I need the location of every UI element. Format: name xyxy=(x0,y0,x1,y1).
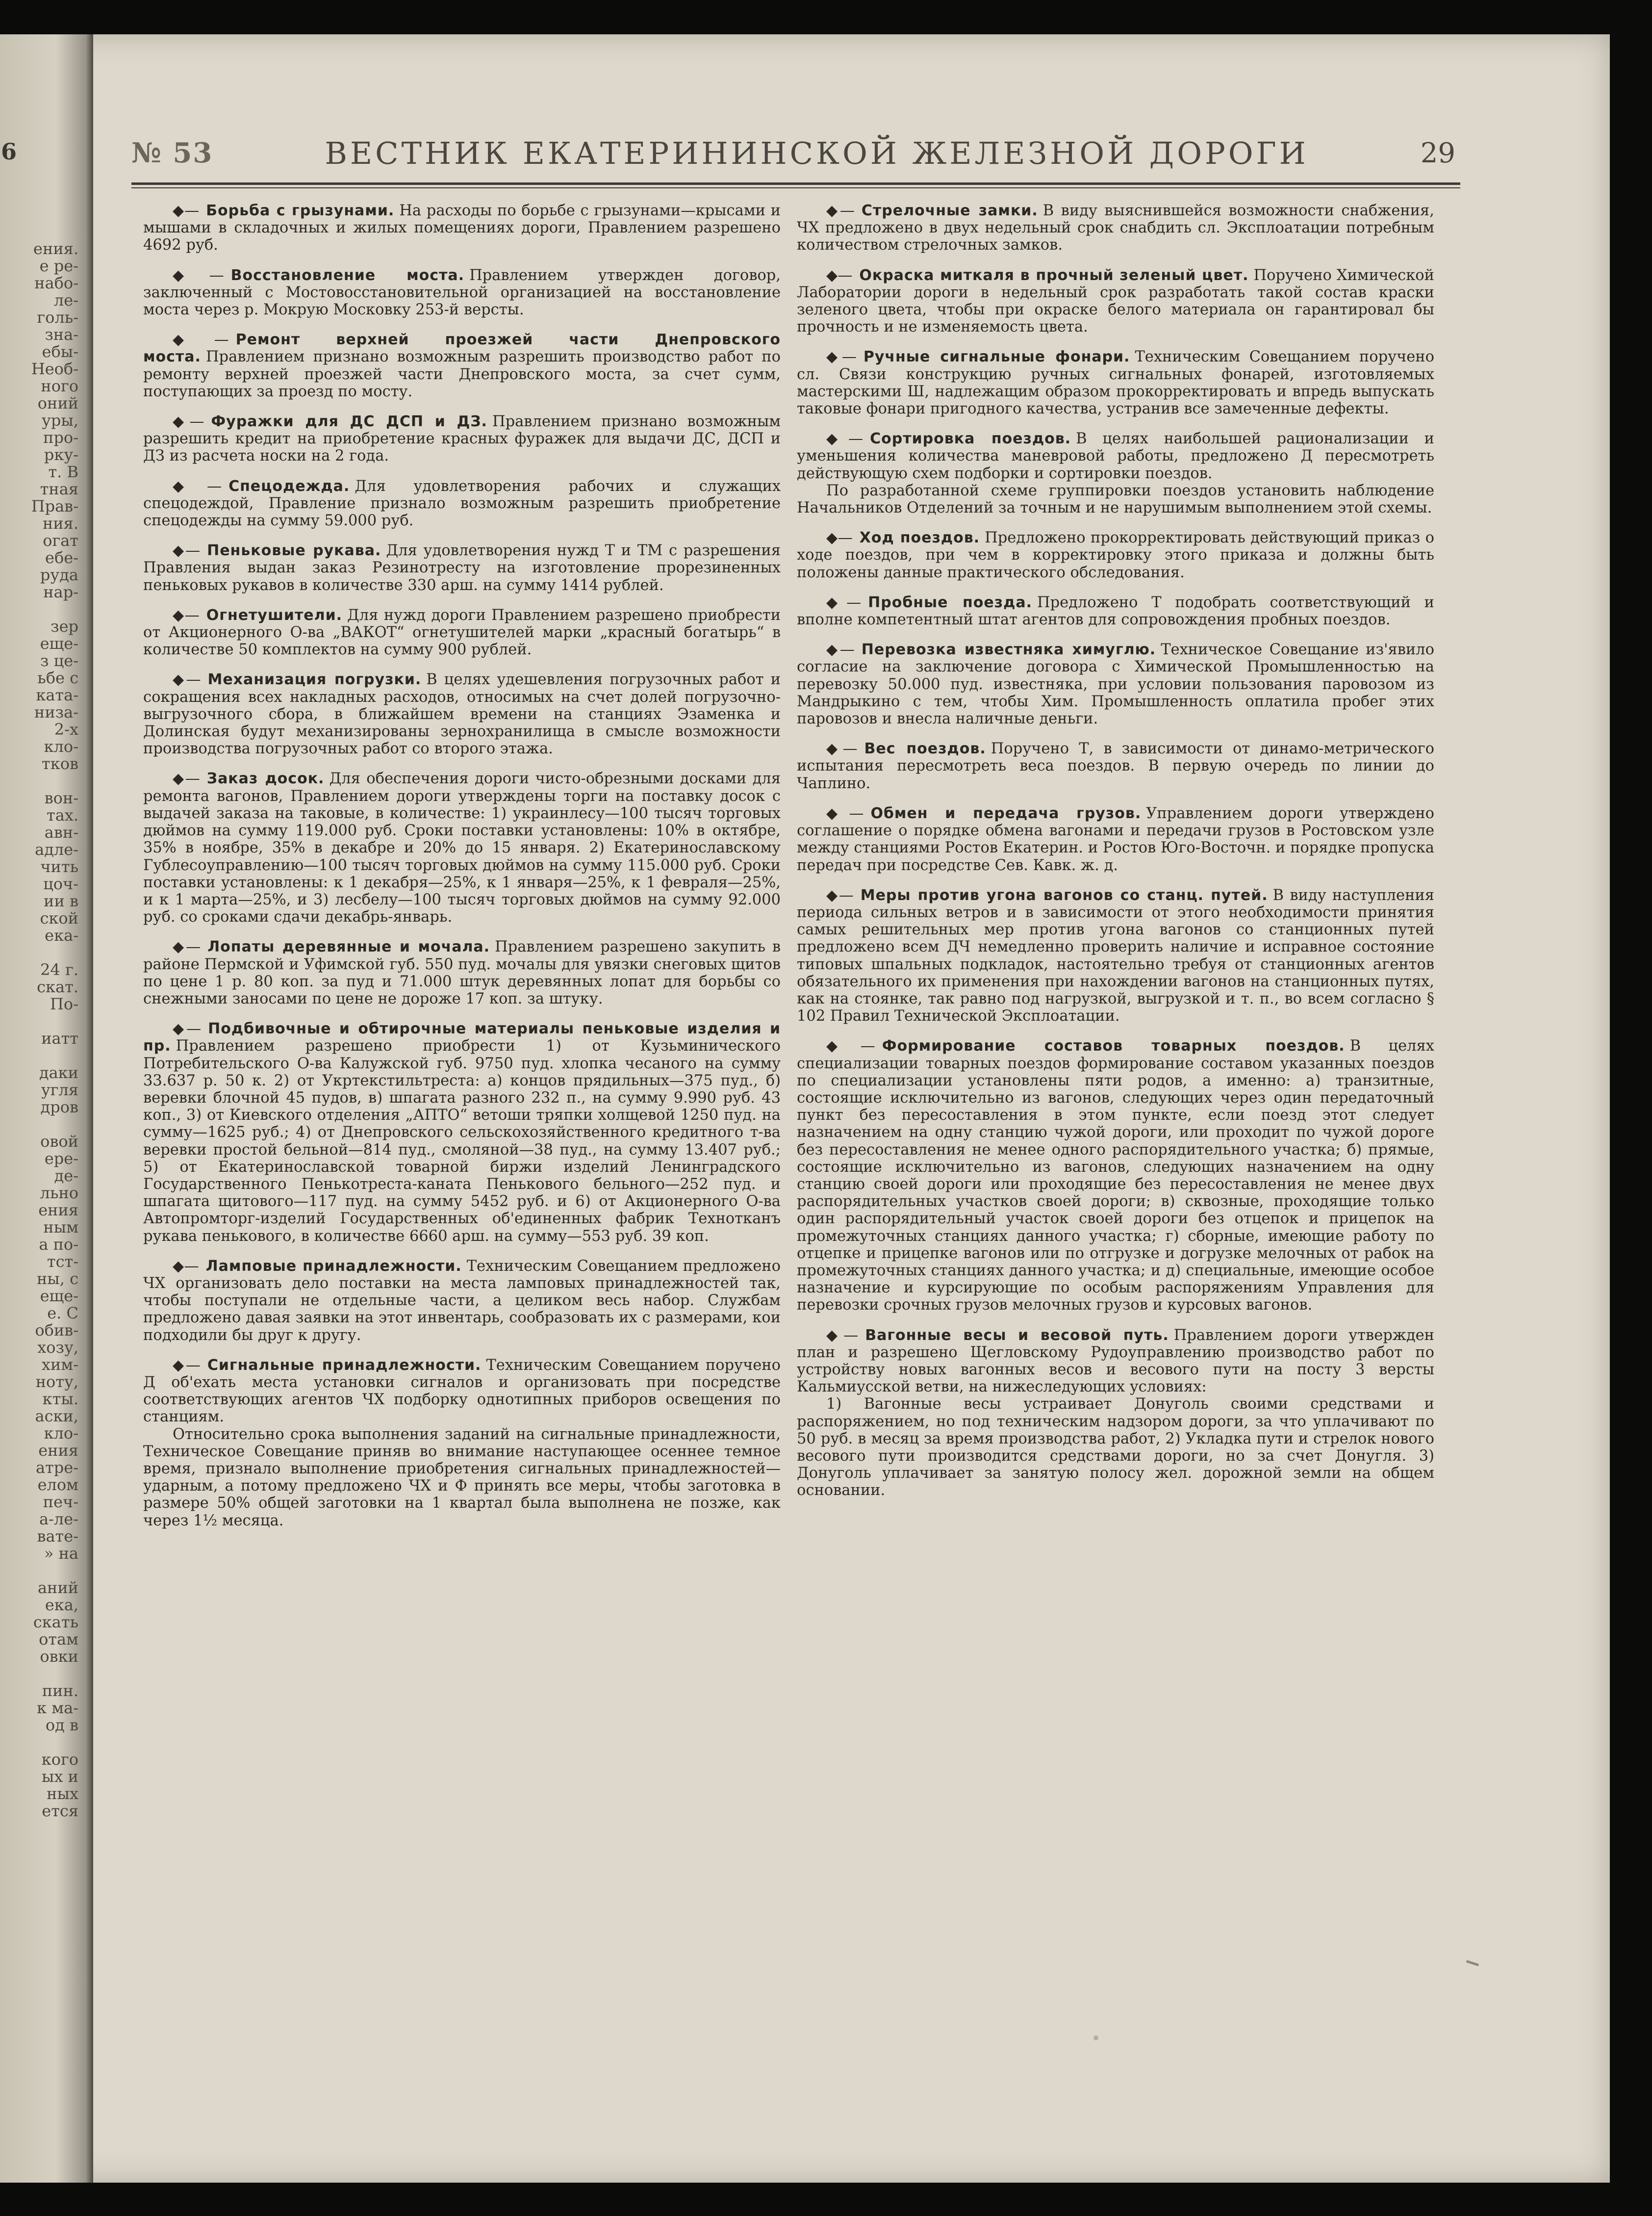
diamond-bullet-icon: ◆— xyxy=(173,606,200,624)
gutter-line: По- xyxy=(50,996,78,1013)
gutter-line: ьбе с xyxy=(37,670,78,687)
gutter-line: ного xyxy=(41,378,78,395)
diamond-bullet-icon: ◆— xyxy=(826,740,858,758)
article-body: Поручено Химической Лаборатории дороги в недельный срок разработать такой состав краски зеленого цвета, чтобы при окраске белого материала он гарантировал бы прочность и не изменяемость цвета. xyxy=(797,266,1435,336)
article-body: Предложено Т подобрать соответствующий и вполне компетентный штат агентов для сопровождения пробных поездов. xyxy=(797,593,1434,629)
gutter-line: ным xyxy=(43,1219,78,1236)
diamond-bullet-icon: ◆— xyxy=(173,542,201,560)
header-rule-thick xyxy=(131,182,1460,185)
diamond-bullet-icon: ◆— xyxy=(173,671,201,689)
article-body: Правлением разрешено закупить в районе Пермской и Уфимской губ. 550 пуд. мочалы для увязки снеговых щитов по цене 1 р. 80 коп. за пуд и 71.000 штук деревянных лопат для борьбы со снежными заносами по цене не дороже 17 коп. за штуку. xyxy=(143,938,781,1007)
article xyxy=(797,805,1434,874)
gutter-line: уры, xyxy=(42,412,78,429)
gutter-line: рку- xyxy=(44,446,78,464)
article-headline: Ламповые принадлежности. xyxy=(205,1257,462,1275)
diamond-bullet-icon: ◆— xyxy=(826,1326,859,1344)
diamond-bullet-icon: ◆— xyxy=(826,348,857,366)
paper-speck xyxy=(1093,2036,1098,2040)
gutter-line: скат. xyxy=(37,979,78,996)
gutter-line: кого xyxy=(41,1751,78,1768)
gutter-line: цоч- xyxy=(43,876,78,893)
article-headline: Фуражки для ДС ДСП и ДЗ. xyxy=(211,413,487,431)
article-headline: Борьба с грызунами. xyxy=(206,202,395,219)
diamond-bullet-icon: ◆— xyxy=(173,1020,202,1038)
diamond-bullet-icon: ◆— xyxy=(826,202,855,219)
article-headline: Формирование составов товарных поездов. xyxy=(882,1037,1345,1055)
article xyxy=(797,887,1434,1025)
gutter-line: угля xyxy=(41,1082,78,1099)
gutter-line: зер xyxy=(51,618,78,635)
gutter-line: нар- xyxy=(43,584,78,601)
page-number: 29 xyxy=(1420,137,1455,169)
diamond-bullet-icon: ◆— xyxy=(826,593,862,611)
article xyxy=(143,413,781,465)
article xyxy=(143,202,781,254)
article xyxy=(797,1327,1434,1499)
article xyxy=(797,430,1434,516)
article-headline: Обмен и передача грузов. xyxy=(870,804,1142,822)
article-headline: Восстановление моста. xyxy=(230,266,465,284)
diamond-bullet-icon: ◆— xyxy=(173,202,200,219)
gutter-line: вате- xyxy=(37,1528,78,1545)
gutter-line: огат xyxy=(43,532,78,549)
previous-page-number: 6 xyxy=(1,138,17,165)
article-headline: Механизация погрузки. xyxy=(207,671,422,689)
gutter-line: ии в xyxy=(44,893,78,910)
gutter-line: скать xyxy=(33,1614,78,1631)
article xyxy=(143,607,781,659)
diamond-bullet-icon: ◆— xyxy=(173,1257,199,1275)
article-headline: Ход поездов. xyxy=(859,529,980,547)
gutter-line: отам xyxy=(39,1631,78,1648)
gutter-line: а по- xyxy=(39,1236,78,1253)
gutter-line: даки xyxy=(39,1064,78,1082)
article-body-continued: По разработанной схеме группировки поездов установить наблюдение Начальников Отделений за точным и не нарушимым выполнением этой схемы. xyxy=(797,482,1434,517)
gutter-line: елом xyxy=(37,1476,78,1494)
article xyxy=(797,529,1434,581)
gutter-line: ных xyxy=(47,1785,78,1803)
gutter-line: ебы- xyxy=(42,343,78,361)
article xyxy=(143,267,781,319)
gutter-line: чить xyxy=(40,858,78,876)
article-body: Техническим Совещанием поручено сл. Связи конструкцию ручных сигнальных фонарей, изготовляемых мастерскими Ш, надлежащим образом прокорректировать и впредь выпускать таковые фонари пригодного качества, устранив все замеченные дефекты. xyxy=(797,348,1434,418)
gutter-line: тст- xyxy=(47,1253,78,1270)
gutter-line: ебе- xyxy=(45,549,78,567)
diamond-bullet-icon: ◆— xyxy=(173,266,224,284)
article xyxy=(143,1020,781,1245)
article-headline: Сортировка поездов. xyxy=(870,430,1071,448)
article-body: Правлением признано возможным разрешить кредит на приобретение красных фуражек для выдачи ДС, ДСП и ДЗ из расчета носки на 2 года. xyxy=(143,413,781,465)
diamond-bullet-icon: ◆— xyxy=(173,331,229,349)
gutter-line: голь- xyxy=(37,309,78,326)
gutter-line: ека, xyxy=(45,1597,78,1614)
gutter-line: набо- xyxy=(34,275,78,292)
gutter-line: хозу, xyxy=(37,1339,78,1356)
gutter-line: печ- xyxy=(43,1494,78,1511)
article-body: Для нужд дороги Правлением разрешено приобрести от Акционерного О-ва „ВАКОТ“ огнетушителей марки „красный богатырь“ в количестве 50 комплектов на сумму 900 рублей. xyxy=(143,606,781,659)
article xyxy=(143,1357,781,1529)
article-headline: Перевозка известняка химуглю. xyxy=(861,641,1156,659)
article-body-continued: 1) Вагонные весы устраивает Донуголь своими средствами и распоряжением, но под техническим надзором дороги, за что уплачивают по 50 руб. в месяц за время производства работ, 2) Укладка пути и стрелок нового весового пути производится средствами дороги, но за счет Донугля. 3) Донуголь уплачивает за занятую полосу жел. дорожной земли на общем основании. xyxy=(797,1395,1434,1499)
gutter-line: атре- xyxy=(35,1459,78,1476)
diamond-bullet-icon: ◆— xyxy=(173,477,222,495)
article-body-continued: Относительно срока выполнения заданий на сигнальные принадлежности, Техническое Совещание приняв во внимание наступающее осеннее темное время, признало выполнение приобретения сигнальных принадлежностей—ударным, а потому предложено ЧХ и Ф принять все меры, чтобы заготовка в размере 50% общей заготовки на 1 квартал была выполнена не позже, как через 1½ месяца. xyxy=(143,1425,781,1529)
gutter-line: ых и xyxy=(41,1768,78,1785)
article-body: В виду наступления периода сильных ветров и в зависимости от этого необходимости принятия самых решительных мер против угона вагонов со станционных путей предложено всем ДЧ немедленно проверить наличие и исправное состояние типовых шпальных подкладок, настоятельно требуя от станционных агентов обязательного их применения при нахождении вагонов на станционных путях, как на стоянке, так равно под нагрузкой, выгрузкой и т. п., во всем согласно § 102 Правил Технической Эксплоатации. xyxy=(797,886,1434,1025)
article xyxy=(143,1258,781,1344)
right-column xyxy=(797,202,1434,1512)
gutter-line: ения xyxy=(38,1202,78,1219)
article-headline: Ручные сигнальные фонари. xyxy=(863,348,1130,366)
header-rule-thin xyxy=(131,187,1460,188)
diamond-bullet-icon: ◆— xyxy=(826,1037,875,1055)
article xyxy=(143,938,781,1007)
gutter-line: еще- xyxy=(40,635,78,652)
gutter-line: руда xyxy=(40,567,78,584)
gutter-line: хим- xyxy=(41,1356,78,1373)
gutter-line: иатт xyxy=(41,1030,78,1047)
gutter-line: тах. xyxy=(47,807,78,824)
article-headline: Стрелочные замки. xyxy=(861,202,1038,219)
gutter-line xyxy=(0,1734,78,1751)
article-body: Техническим Совещанием предложено ЧХ организовать дело поставки на места ламповых принадлежностей так, чтобы поступали не отдельные части, а целиком весь набор. Службам предложено давая заявки на этот инвентарь, сообразовать их с размерами, кои подходили бы друг к другу. xyxy=(143,1257,781,1344)
gutter-line: пин. xyxy=(42,1682,78,1700)
gutter-line: обив- xyxy=(35,1322,78,1339)
article xyxy=(797,740,1434,792)
gutter-line xyxy=(0,1562,78,1579)
article-headline: Меры против угона вагонов со станц. путей. xyxy=(860,886,1268,904)
article xyxy=(143,671,781,757)
gutter-line xyxy=(0,1013,78,1030)
gutter-line: ле- xyxy=(53,292,78,309)
diamond-bullet-icon: ◆— xyxy=(826,804,864,822)
article xyxy=(797,267,1434,336)
gutter-line: авн- xyxy=(44,824,78,841)
diamond-bullet-icon: ◆— xyxy=(173,413,204,431)
gutter-line: ения xyxy=(38,1442,78,1459)
gutter-line: ноту, xyxy=(35,1373,78,1391)
gutter-line: аний xyxy=(37,1579,78,1597)
article-body: Для обеспечения дороги чисто-обрезными досками для ремонта вагонов, Правлением дороги утверждены торги на поставку досок с выдачей заказа на таковые, в количестве: 1) украинлесу—100 тысяч торговых дюймов на сумму 119.000 руб. Сроки поставки установлены: 10% в октябре, 35% в ноябре, 35% в декабре и 20% до 15 января. 2) Екатеринославскому Гублесоуправлению—100 тысяч торговых дюймов на сумму 115.000 руб. Сроки поставки установлены: к 1 декабря—25%, к 1 января—25%, к 1 февраля—25%, и к 1 марта—25%, и 3) лесбелу—100 тысяч торговых дюймов на сумму 92.000 руб. со сроками сдачи декабрь-январь. xyxy=(143,770,781,926)
article-body: Для удовлетворения нужд Т и ТМ с разрешения Правления выдан заказ Резинотресту на изготовление прорезиненных пеньковых рукавов в количестве 330 арш. на сумму 1414 рублей. xyxy=(143,542,781,594)
article xyxy=(797,1037,1434,1314)
article-headline: Окраска миткаля в прочный зеленый цвет. xyxy=(859,266,1249,284)
article xyxy=(143,770,781,926)
diamond-bullet-icon: ◆— xyxy=(826,529,853,547)
gutter-line: ется xyxy=(42,1803,78,1820)
article-body: Для удовлетворения рабочих и служащих спецодеждой, Правление признало возможным разрешить приобретение спецодежды на сумму 59.000 руб. xyxy=(143,477,781,530)
gutter-line: адле- xyxy=(35,841,78,858)
gutter-line: » на xyxy=(44,1545,78,1562)
article-headline: Ремонт верхней проезжей части Днепровского моста. xyxy=(143,331,781,366)
diamond-bullet-icon: ◆— xyxy=(173,938,201,956)
diamond-bullet-icon: ◆— xyxy=(826,430,864,448)
article-body: Правлением разрешено приобрести 1) от Кузьминического Потребительского О-ва Калужской губ. 9750 пуд. хлопка чесаного на сумму 33.637 р. 50 к. 2) от Укртекстильтреста: а) концов прядильных—375 пуд., б) веревки блочной 45 пудов, в) шпагата разного 232 п., на сумму 9.990 руб. 43 коп., 3) от Киевского отделения „АПТО“ ветоши тряпки холщевой 1250 пуд. на сумму—1625 руб.; 4) от Днепровского сельскохозяйственного кредитного т-ва веревки простой бельной—814 пуд., смоляной—38 пуд., на сумму 13.407 руб.; 5) от Екатеринославской товарной биржи изделий Ленинградского Государственного Пенькотреста-каната Пенькового бельного—252 пуд. и шпагата щитового—117 пуд. на сумму 5452 руб. и 6) от Акционерного О-ва Автопромторг-изделий Государственных об'единенных фабрик Технотканъ рукава пенькового, в количестве 6660 арш. на сумму—553 руб. 39 коп. xyxy=(143,1037,781,1245)
gutter-line xyxy=(0,1116,78,1133)
left-column xyxy=(143,202,781,1542)
article-headline: Пеньковые рукава. xyxy=(207,542,381,560)
article-headline: Заказ досок. xyxy=(206,770,325,788)
article-body: На расходы по борьбе с грызунами—крысами и мышами в складочных и жилых помещениях дороги, Правлением разрешено 4692 руб. xyxy=(143,202,781,254)
gutter-line: ны, с xyxy=(36,1270,78,1288)
article-headline: Вагонные весы и весовой путь. xyxy=(865,1326,1169,1344)
gutter-line xyxy=(0,1665,78,1682)
gutter-line: ката- xyxy=(36,687,78,704)
article-body: Техническим Совещанием поручено Д об'ехать места установки сигналов и организовать при посредстве соответствующих агентов ЧХ подборку однотипных приборов освещения по станциям. xyxy=(143,1356,781,1426)
article xyxy=(143,542,781,594)
gutter-line: е. С xyxy=(47,1305,78,1322)
gutter-line: з це- xyxy=(40,652,78,670)
article-body: Управлением дороги утверждено соглашение о порядке обмена вагонами и передачи грузов в Ростовском узле между станциями Ростов Екатерин. и Ростов Юго-Восточн. и порядке пропуска передач при посредстве Сев. Кавк. ж. д. xyxy=(797,804,1435,874)
article-body: Правлением утвержден договор, заключенный с Мостовосстановительной организацией на восстановление моста через р. Мокрую Московку 253-й версты. xyxy=(143,266,781,319)
gutter-line: вон- xyxy=(44,790,78,807)
gutter-line xyxy=(0,1047,78,1064)
article-body: Предложено прокорректировать действующий приказ о ходе поездов, при чем в корректировку этого приказа и должны быть положены данные практического обследования. xyxy=(797,529,1435,581)
gutter-line: про- xyxy=(43,429,78,446)
article-headline: Подбивочные и обтирочные материалы пеньковые изделия и пр. xyxy=(143,1020,781,1055)
diamond-bullet-icon: ◆— xyxy=(826,641,855,659)
gutter-line: тков xyxy=(42,755,78,773)
article-body: В целях удешевления погрузочных работ и сокращения всех накладных расходов, относимых на счет долей погрузочно-выгрузочного сбора, в ближайшем времени на станциях Эзаменка и Долинская будут механизированы зернохранилища в смысле возможности производства погрузочных работ со второго этажа. xyxy=(143,671,781,758)
article-body: Правлением признано возможным разрешить производство работ по ремонту верхней проезжей части Днепровского моста, за счет сумм, поступающих за проезд по мосту. xyxy=(143,348,781,400)
gutter-line: де- xyxy=(54,1167,78,1185)
diamond-bullet-icon: ◆— xyxy=(173,770,200,788)
gutter-line: низа- xyxy=(34,704,78,721)
gutter-line xyxy=(0,773,78,790)
diamond-bullet-icon: ◆— xyxy=(826,886,854,904)
diamond-bullet-icon: ◆— xyxy=(173,1356,201,1374)
issue-number: № 53 xyxy=(131,137,213,169)
gutter-line: 24 г. xyxy=(40,961,78,979)
gutter-line: од в xyxy=(45,1717,78,1734)
article-headline: Сигнальные принадлежности. xyxy=(207,1356,482,1374)
gutter-line xyxy=(0,944,78,961)
article-body: Техническое Совещание из'явило согласие на заключение договора с Химической Промышленностью на перевозку 50.000 пуд. известняка, при условии пользования паровозом из Мандрыкино с тем, чтобы Хим. Промышленность оплатила пробег этих паровозов и внесла наличные деньги. xyxy=(797,641,1434,728)
gutter-line: аски, xyxy=(35,1408,78,1425)
article-headline: Лопаты деревянные и мочала. xyxy=(207,938,490,956)
gutter-line: Необ- xyxy=(31,361,78,378)
gutter-line: е ре- xyxy=(39,258,78,275)
gutter-line: т. В xyxy=(48,464,78,481)
previous-page-text-fragments xyxy=(0,240,78,1820)
gutter-line: Прав- xyxy=(31,498,78,515)
gutter-line: 2-х xyxy=(54,721,78,738)
article-headline: Спецодежда. xyxy=(229,477,350,495)
article-headline: Огнетушители. xyxy=(206,606,342,624)
article-headline: Пробные поезда. xyxy=(868,593,1032,611)
gutter-line: к ма- xyxy=(37,1700,78,1717)
gutter-line: тная xyxy=(40,481,78,498)
gutter-line xyxy=(0,601,78,618)
article-body: В виду выяснившейся возможности снабжения, ЧХ предложено в двух недельный срок снабдить сл. Эксплоатации потребным количеством стрелочных замков. xyxy=(797,202,1434,254)
gutter-line: ере- xyxy=(44,1150,78,1167)
article-body: Правлением дороги утвержден план и разрешено Щегловскому Рудоуправлению производство работ по устройству новых вагонных весов и весового пути на посту 3 версты Кальмиусской ветви, на нижеследующих условиях: xyxy=(797,1326,1434,1396)
gutter-line: оний xyxy=(37,395,78,412)
gutter-line: дров xyxy=(40,1099,78,1116)
page-header xyxy=(131,129,1455,178)
gutter-line: ения. xyxy=(33,240,78,258)
previous-page-edge xyxy=(0,34,93,2183)
article-body: В целях наибольшей рационализации и уменьшения количества маневровой работы, предложено Д пересмотреть действующую схем подборки и сортировки поездов. xyxy=(797,430,1435,482)
article xyxy=(797,641,1434,727)
gutter-line: ека- xyxy=(45,927,78,944)
article xyxy=(143,331,781,400)
article xyxy=(797,348,1434,417)
gutter-line: а-ле- xyxy=(39,1511,78,1528)
article-body: Поручено Т, в зависимости от динамо-метрического испытания пересмотреть веса поездов. В первую очередь по линии до Чаплино. xyxy=(797,740,1434,792)
article-headline: Вес поездов. xyxy=(864,740,986,758)
gutter-line: кло- xyxy=(44,1425,78,1442)
article xyxy=(143,478,781,530)
gutter-line: овой xyxy=(40,1133,78,1150)
gutter-line: кло- xyxy=(44,738,78,755)
diamond-bullet-icon: ◆— xyxy=(826,266,853,284)
gutter-line: кты. xyxy=(42,1391,78,1408)
gutter-line: льно xyxy=(40,1185,78,1202)
article xyxy=(797,202,1434,254)
gutter-line: еще- xyxy=(40,1288,78,1305)
gutter-line: зна- xyxy=(45,326,78,343)
article xyxy=(797,594,1434,628)
journal-title: ВЕСТНИК ЕКАТЕРИНИНСКОЙ ЖЕЛЕЗНОЙ ДОРОГИ xyxy=(325,135,1309,171)
article-body: В целях специализации товарных поездов формирование составом указанных поездов по специализации установлены пяти родов, а именно: а) транзитные, состоящие исключительно из вагонов, следующих через один передаточный пункт без пересоставления в этом пункте, если поезд этот следует назначением на одну станцию чужой дороги, или проходит по чужой дороге без пересоставления не менее одного распорядительного участка; б) прямые, состоящие исключительно из вагонов, следующих назначением на одну станцию своей дороги или проходящие без пересоставления не менее двух распорядительных участков своей дороги; в) сквозные, проходящие только один распорядительный участок своей дороги без отцепок и прицепок на промежуточных станциях данного участка; г) сборные, имеющие работу по отцепке и прицепке вагонов или по отгрузке и догрузке мелочных от рабок на промежуточных станциях данного участка; и д) специальные, имеющие особое назначение и курсирующие по особым распоряжениям Управления для перевозки срочных грузов мелочных грузов и курсовых вагонов. xyxy=(797,1037,1434,1314)
gutter-line: ния. xyxy=(42,515,78,532)
gutter-line: овки xyxy=(40,1648,78,1665)
gutter-line: ской xyxy=(40,910,78,927)
